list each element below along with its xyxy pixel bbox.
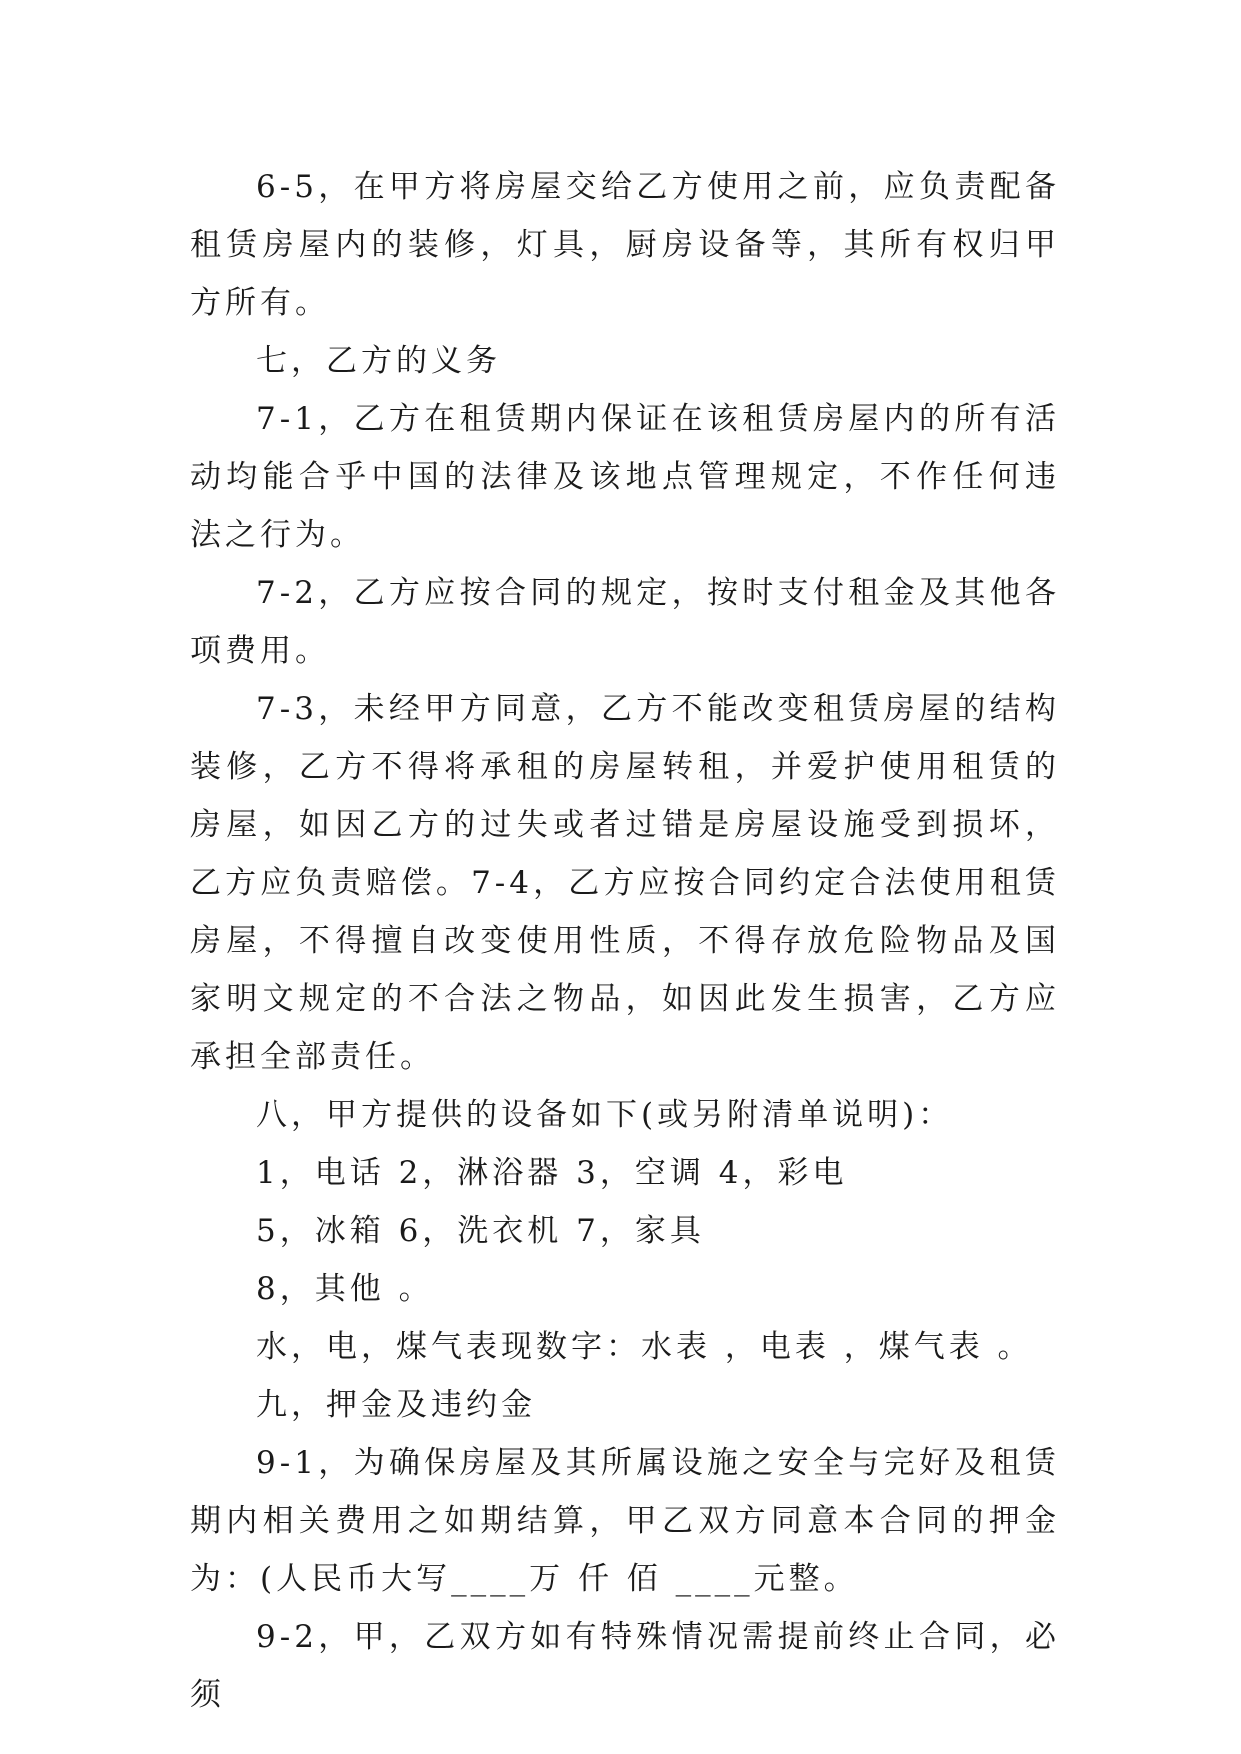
meter-readings: 水，电，煤气表现数字：水表 ，电表 ，煤气表 。 [256, 1329, 1033, 1365]
paragraph-9-1: 9-1，为确保房屋及其所属设施之安全与完好及租赁期内相关费用之如期结算，甲乙双方同意本合同的押金为：(人民币大写____万 仟 佰 ____元整。 [190, 1445, 1060, 1597]
paragraph-7-1: 7-1，乙方在租赁期内保证在该租赁房屋内的所有活动均能合乎中国的法律及该地点管理规定，不作任何违法之行为。 [190, 401, 1060, 553]
paragraph-7-3: 7-3，未经甲方同意，乙方不能改变租赁房屋的结构装修，乙方不得将承租的房屋转租，并爱护使用租赁的房屋，如因乙方的过失或者过错是房屋设施受到损坏，乙方应负责赔偿。7-4，乙方应按合同约定合法使用租赁房屋，不得擅自改变使用性质，不得存放危险物品及国家明文规定的不合法之物品，如因此发生损害，乙方应承担全部责任。 [190, 691, 1060, 1075]
heading-section-8: 八，甲方提供的设备如下(或另附清单说明)： [256, 1097, 954, 1133]
heading-section-9: 九，押金及违约金 [256, 1387, 536, 1423]
paragraph-9-2: 9-2，甲，乙双方如有特殊情况需提前终止合同，必须 [190, 1619, 1060, 1713]
paragraph-7-2: 7-2，乙方应按合同的规定，按时支付租金及其他各项费用。 [190, 575, 1060, 669]
equipment-line-3: 8，其他 。 [256, 1271, 434, 1307]
equipment-line-2: 5，冰箱 6，洗衣机 7，家具 [256, 1213, 705, 1249]
document-body [190, 158, 1060, 1724]
paragraph-6-5: 6-5，在甲方将房屋交给乙方使用之前，应负责配备租赁房屋内的装修，灯具，厨房设备等，其所有权归甲方所有。 [190, 169, 1060, 321]
equipment-line-1: 1，电话 2，淋浴器 3，空调 4，彩电 [256, 1155, 848, 1191]
heading-section-7: 七，乙方的义务 [256, 343, 501, 379]
